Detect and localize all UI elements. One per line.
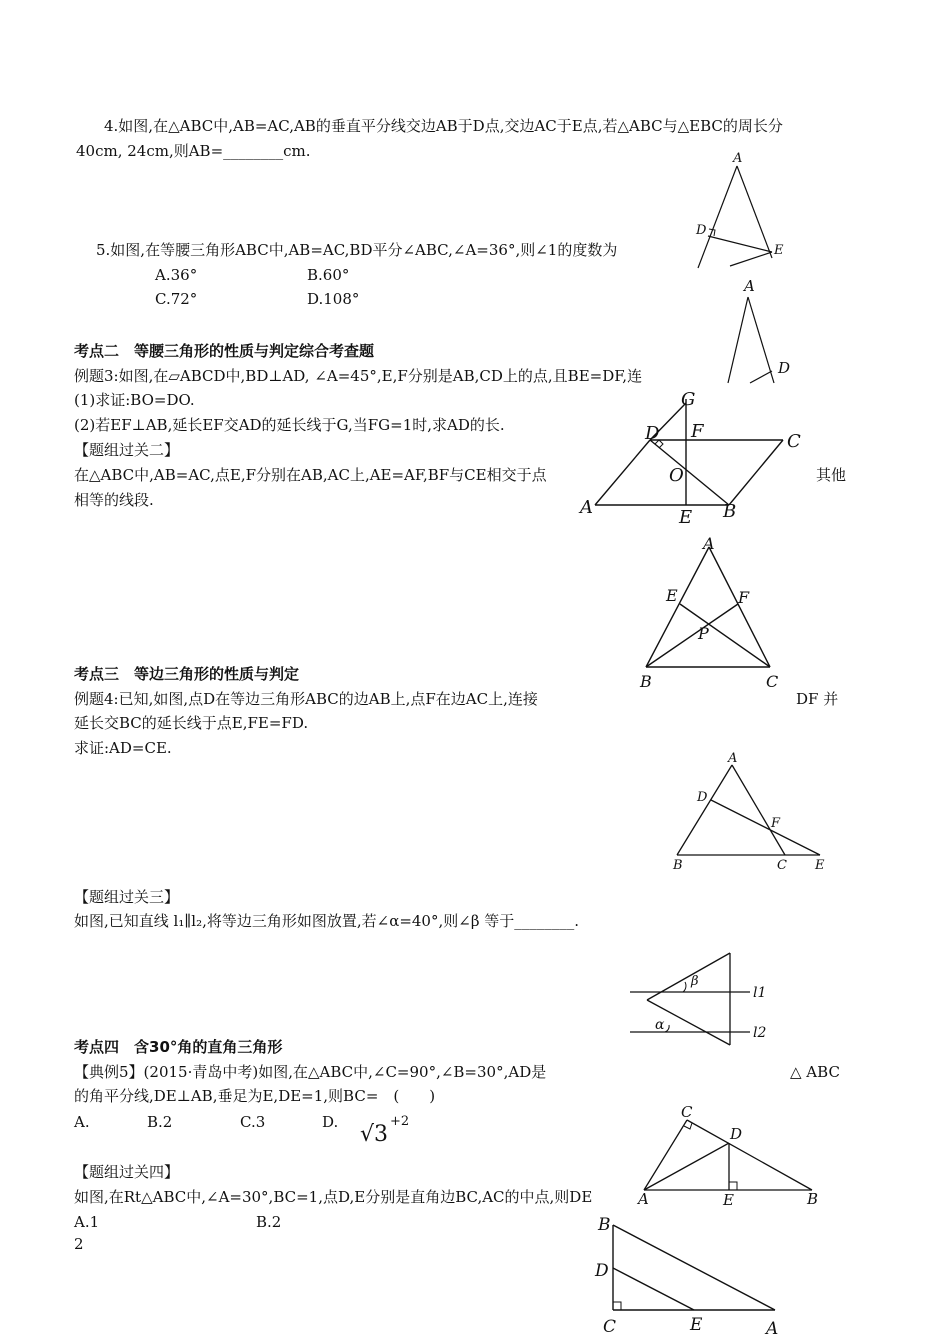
ex3-line3: (2)若EF⊥AB,延长EF交AD的延长线于G,当FG=1时,求AD的长. [74,416,505,434]
ex5-label-c: C [681,1103,693,1121]
q5-option-c: C.72° [155,290,198,308]
g3-label-l1: l1 [753,985,767,1001]
ex5-label-b: B [807,1190,819,1208]
group4-line1: 如图,在Rt△ABC中,∠A=30°,BC=1,点D,E分别是直角边BC,AC的中点,则DE [74,1188,593,1206]
ex5-label-d: D [730,1125,743,1143]
ex3-label-g: G [681,389,696,410]
ex5-line1-tail: △ ABC [790,1063,840,1081]
g2-label-p: P [698,624,709,643]
fig4-label-d: D [696,223,707,238]
g2-label-e: E [666,586,678,605]
ex3-label-c: C [787,431,801,452]
g2-label-a: A [703,534,715,553]
kp2-heading: 考点二 等腰三角形的性质与判定综合考查题 [74,342,375,360]
group4-option-b: B.2 [256,1213,282,1231]
ex3-label-f: F [691,421,704,442]
q5-option-d: D.108° [307,290,360,308]
ex5-label-e: E [723,1191,734,1209]
g4-label-e: E [690,1315,703,1335]
ex5-line1: 【典例5】(2015·青岛中考)如图,在△ABC中,∠C=90°,∠B=30°,AD是 [74,1063,547,1081]
figure-group2-triangle [630,535,790,693]
group4-title: 【题组过关四】 [74,1163,180,1181]
g2-label-c: C [766,672,779,691]
ex5-option-d: D. [322,1113,339,1131]
figure-group3-parallel-lines [625,945,775,1050]
ex3-label-o: O [669,465,684,486]
q5-stem: 5.如图,在等腰三角形ABC中,AB=AC,BD平分∠ABC,∠A=36°,则∠1的度数为 [96,241,618,259]
ex5-label-a: A [638,1190,649,1208]
group2-title: 【题组过关二】 [74,441,180,459]
group2-line1-tail: 其他 [816,466,847,484]
q5-option-a: A.36° [155,266,198,284]
ex4-label-f: F [771,816,781,831]
fig5-label-d: D [778,359,791,377]
g3-label-l2: l2 [753,1025,767,1041]
ex3-label-d: D [645,423,660,444]
ex3-label-a: A [580,497,593,518]
group3-title: 【题组过关三】 [74,888,180,906]
ex4-label-c: C [777,858,787,873]
figure-group4-right-triangle [590,1210,790,1344]
ex3-label-e: E [679,507,693,528]
q5-option-b: B.60° [307,266,350,284]
group2-line1: 在△ABC中,AB=AC,点E,F分别在AB,AC上,AE=AF,BF与CE相交于点 [74,466,547,484]
g4-label-b: B [598,1215,611,1235]
ex5-option-a: A. [74,1113,90,1131]
figure-ex3-parallelogram [575,385,815,530]
ex4-label-b: B [673,858,683,873]
group4-option-a: A.1 [74,1213,100,1231]
g4-label-a: A [766,1319,779,1339]
ex5-option-d-sup: +2 [390,1114,410,1129]
group3-line1: 如图,已知直线 l₁∥l₂,将等边三角形如图放置,若∠α=40°,则∠β 等于________. [74,912,580,930]
ex4-label-e: E [815,858,825,873]
q4-line1: 4.如图,在△ABC中,AB=AC,AB的垂直平分线交边AB于D点,交边AC于E点,若△ABC与△EBC的周长分 [104,117,783,135]
g2-label-b: B [640,672,652,691]
fig4-label-a: A [733,151,743,166]
ex3-line2: (1)求证:BO=DO. [74,391,195,409]
figure-ex5-right-triangle [632,1100,827,1210]
ex4-line1-tail: DF 并 [796,690,839,708]
g4-label-d: D [595,1261,609,1281]
ex5-option-b: B.2 [147,1113,173,1131]
ex3-line1: 例题3:如图,在▱ABCD中,BD⊥AD, ∠A=45°,E,F分别是AB,CD上的点,且BE=DF,连 [74,367,643,385]
ex4-line3: 求证:AD=CE. [74,739,172,757]
kp3-heading: 考点三 等边三角形的性质与判定 [74,665,300,683]
ex5-option-c: C.3 [240,1113,266,1131]
fig5-label-a: A [744,277,755,295]
g2-label-f: F [738,588,750,607]
figure-ex4-triangle [665,745,840,875]
ex4-label-a: A [728,751,738,766]
page-number: 2 [74,1235,84,1253]
q4-line2: 40cm, 24cm,则AB=________cm. [76,142,311,160]
g3-label-beta: β [691,974,699,989]
ex4-line1: 例题4:已知,如图,点D在等边三角形ABC的边AB上,点F在边AC上,连接 [74,690,538,708]
ex5-option-d-sqrt: √3 [360,1122,389,1147]
figure-q5-triangle [720,275,810,387]
g4-label-c: C [603,1317,617,1337]
g3-label-alpha: α [655,1017,665,1033]
ex4-line2: 延长交BC的延长线于点E,FE=FD. [74,714,309,732]
ex5-line2: 的角平分线,DE⊥AB,垂足为E,DE=1,则BC= ( ) [74,1087,436,1105]
ex3-label-b: B [723,501,737,522]
ex4-label-d: D [697,790,708,805]
fig4-label-e: E [774,243,784,258]
kp4-heading: 考点四 含30°角的直角三角形 [74,1038,283,1056]
group2-line2: 相等的线段. [74,491,154,509]
